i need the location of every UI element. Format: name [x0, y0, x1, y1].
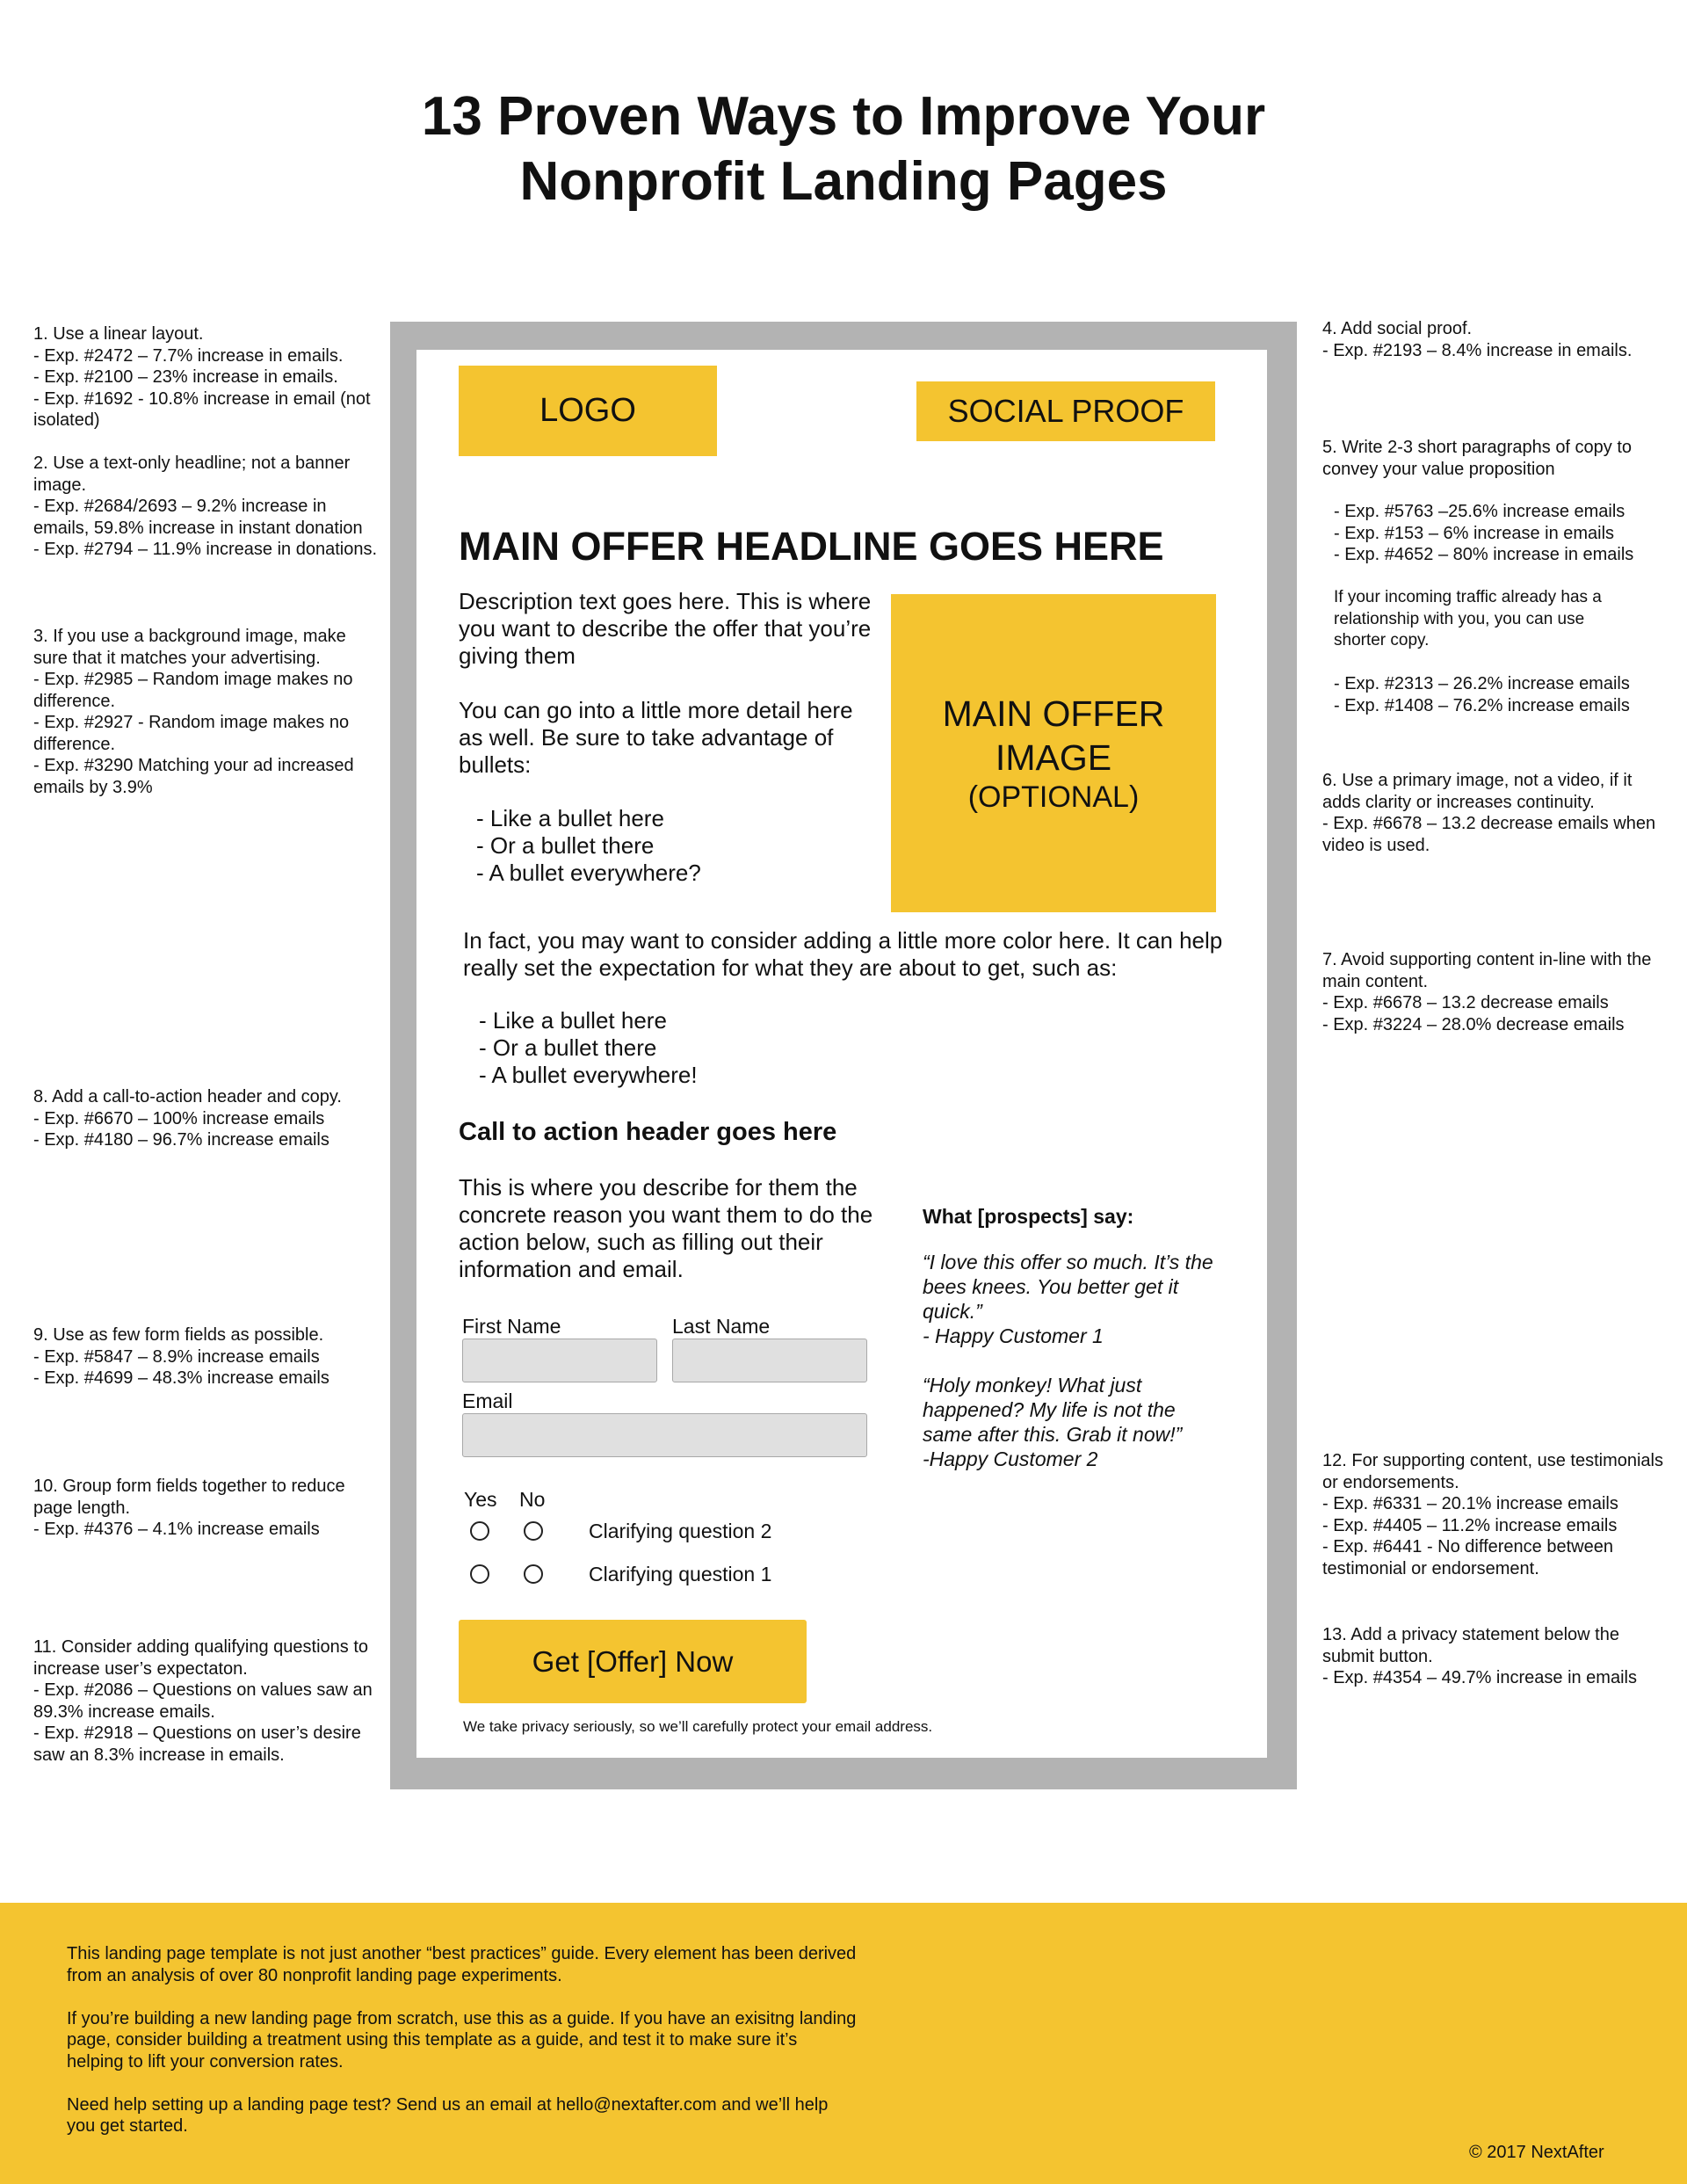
note-5-experiments	[1334, 501, 1668, 566]
note-3	[33, 626, 385, 798]
cta-copy	[459, 1174, 898, 1283]
yes-label: Yes	[464, 1488, 497, 1511]
note-line: - Exp. #2313 – 26.2% increase emails	[1334, 674, 1630, 693]
note-line: 6. Use a primary image, not a video, if it adds clarity or increases continuity.	[1322, 771, 1633, 812]
note-line: - Exp. #4405 – 11.2% increase emails	[1322, 1515, 1618, 1535]
social-proof-placeholder	[916, 381, 1215, 441]
email-label: Email	[462, 1389, 513, 1412]
description-paragraph-3	[463, 927, 1236, 982]
email-field[interactable]	[462, 1413, 867, 1457]
list-item: - Like a bullet here	[479, 1007, 667, 1034]
question-1-no-radio[interactable]	[524, 1564, 543, 1584]
testimonials	[923, 1204, 1221, 1471]
question-1-yes-radio[interactable]	[470, 1564, 489, 1584]
note-9	[33, 1324, 385, 1389]
note-line: - Exp. #153 – 6% increase in emails	[1334, 523, 1615, 543]
last-name-field[interactable]	[672, 1339, 867, 1382]
note-13	[1322, 1624, 1669, 1689]
last-name-label: Last Name	[672, 1315, 771, 1338]
note-line: 1. Use a linear layout.	[33, 324, 204, 344]
get-offer-button-label: Get [Offer] Now	[532, 1644, 734, 1678]
note-5-relationship	[1334, 587, 1633, 652]
privacy-statement: We take privacy seriously, so we’ll carefully protect your email address.	[463, 1718, 933, 1735]
description-text: In fact, you may want to consider adding a little more color here. It can help really set the expectation for what they are about to get, such as:	[463, 927, 1223, 981]
note-line: 4. Add social proof.	[1322, 319, 1473, 338]
image-label-line-2: IMAGE	[995, 737, 1112, 778]
description-text: Description text goes here. This is where you want to describe the offer that you’re giving them	[459, 588, 872, 669]
page-title-line-2: Nonprofit Landing Pages	[519, 151, 1168, 212]
image-label-line-1: MAIN OFFER	[942, 693, 1165, 734]
no-label: No	[519, 1488, 546, 1511]
note-line: - Exp. #4652 – 80% increase in emails	[1334, 545, 1634, 564]
note-line: - Exp. #4180 – 96.7% increase emails	[33, 1130, 329, 1150]
note-line: - Exp. #4376 – 4.1% increase emails	[33, 1520, 320, 1539]
note-1	[33, 323, 385, 432]
clarifying-question-label: Clarifying question 2	[589, 1520, 772, 1542]
note-line: - Exp. #2086 – Questions on values saw an 89.3% increase emails.	[33, 1680, 373, 1722]
list-item: - A bullet everywhere?	[476, 860, 701, 886]
testimonial-quote: “Holy monkey! What just happened? My life is not the same after this. Grab it now!”	[923, 1374, 1183, 1446]
note-6	[1322, 770, 1669, 856]
list-item: - Or a bullet there	[476, 832, 655, 859]
note-2	[33, 453, 385, 561]
note-line: - Exp. #6670 – 100% increase emails	[33, 1108, 325, 1128]
main-offer-image-placeholder	[891, 594, 1216, 912]
note-line: 13. Add a privacy statement below the submit button.	[1322, 1625, 1619, 1666]
copyright: © 2017 NextAfter	[1469, 2143, 1604, 2162]
note-4	[1322, 318, 1669, 361]
note-11	[33, 1636, 385, 1766]
note-line: - Exp. #1408 – 76.2% increase emails	[1334, 695, 1630, 715]
note-line: - Exp. #6678 – 13.2 decrease emails when video is used.	[1322, 814, 1656, 855]
note-line: 2. Use a text-only headline; not a banner image.	[33, 453, 351, 495]
note-line: 10. Group form fields together to reduce page length.	[33, 1477, 345, 1518]
page-title	[0, 84, 1687, 214]
get-offer-button[interactable]	[459, 1620, 807, 1703]
question-2-no-radio[interactable]	[524, 1521, 543, 1541]
note-line: - Exp. #3224 – 28.0% decrease emails	[1322, 1014, 1625, 1034]
first-name-field[interactable]	[462, 1339, 657, 1382]
note-line: - Exp. #2927 - Random image makes no difference.	[33, 713, 350, 754]
footer-text	[67, 1943, 858, 2137]
note-line: 12. For supporting content, use testimonials or endorsements.	[1322, 1451, 1663, 1492]
main-headline: MAIN OFFER HEADLINE GOES HERE	[459, 524, 1164, 569]
footer-paragraph: This landing page template is not just another “best practices” guide. Every element has been derived from an analysis of over 80 nonprofit landing page experiments.	[67, 1944, 857, 1985]
note-line: - Exp. #2684/2693 – 9.2% increase in emails, 59.8% increase in instant donation	[33, 497, 363, 538]
note-line: - Exp. #2985 – Random image makes no difference.	[33, 670, 353, 711]
note-line: - Exp. #2918 – Questions on user’s desire saw an 8.3% increase in emails.	[33, 1723, 361, 1765]
list-item: - Like a bullet here	[476, 805, 664, 831]
testimonial-author: -Happy Customer 2	[923, 1448, 1098, 1470]
note-line: - Exp. #4699 – 48.3% increase emails	[33, 1368, 329, 1388]
note-line: - Exp. #4354 – 49.7% increase in emails	[1322, 1668, 1637, 1687]
note-10	[33, 1476, 385, 1541]
first-name-label: First Name	[462, 1315, 561, 1338]
list-item: - A bullet everywhere!	[479, 1062, 698, 1088]
note-line: 9. Use as few form fields as possible.	[33, 1325, 324, 1345]
social-proof-label: SOCIAL PROOF	[947, 393, 1184, 429]
testimonial-quote: “I love this offer so much. It’s the bees knees. You better get it quick.”	[923, 1251, 1213, 1323]
logo-label: LOGO	[539, 392, 636, 429]
clarifying-question-label: Clarifying question 1	[589, 1563, 772, 1585]
note-12	[1322, 1450, 1669, 1579]
note-line: 7. Avoid supporting content in-line with the main content.	[1322, 950, 1652, 991]
bullet-list-2	[479, 1007, 883, 1089]
note-line: - Exp. #3290 Matching your ad increased emails by 3.9%	[33, 756, 354, 797]
cta-header: Call to action header goes here	[459, 1118, 837, 1146]
description-text: You can go into a little more detail here as well. Be sure to take advantage of bullets:	[459, 697, 853, 778]
note-line: 8. Add a call-to-action header and copy.	[33, 1087, 342, 1107]
note-line: 3. If you use a background image, make sure that it matches your advertising.	[33, 627, 346, 668]
testimonial-author: - Happy Customer 1	[923, 1324, 1104, 1347]
note-line: - Exp. #2193 – 8.4% increase in emails.	[1322, 340, 1633, 360]
page-title-line-1: 13 Proven Ways to Improve Your	[421, 86, 1266, 147]
note-line: - Exp. #5763 –25.6% increase emails	[1334, 502, 1625, 521]
logo-placeholder	[459, 366, 717, 456]
testimonials-header: What [prospects] say:	[923, 1205, 1134, 1228]
description-paragraph-1	[459, 588, 880, 670]
footer-paragraph: Need help setting up a landing page test? Send us an email at hello@nextafter.com and we’ll help you get started.	[67, 2094, 829, 2136]
cta-copy-text: This is where you describe for them the concrete reason you want them to do the action below, such as filling out their information and email.	[459, 1174, 873, 1282]
note-line: 11. Consider adding qualifying questions to increase user’s expectaton.	[33, 1637, 368, 1679]
note-line: - Exp. #1692 - 10.8% increase in email (not isolated)	[33, 388, 371, 430]
description-paragraph-2	[459, 697, 880, 779]
note-line: - Exp. #2472 – 7.7% increase in emails.	[33, 345, 344, 366]
note-line: If your incoming traffic already has a relationship with you, you can use shorter copy.	[1334, 588, 1602, 649]
note-line: - Exp. #5847 – 8.9% increase emails	[33, 1346, 320, 1367]
list-item: - Or a bullet there	[479, 1034, 657, 1061]
question-2-yes-radio[interactable]	[470, 1521, 489, 1541]
note-8	[33, 1086, 385, 1151]
note-7	[1322, 949, 1669, 1035]
note-5	[1322, 437, 1669, 480]
note-line: - Exp. #6441 - No difference between testimonial or endorsement.	[1322, 1537, 1613, 1578]
footer-paragraph: If you’re building a new landing page from scratch, use this as a guide. If you have an exisitng landing page, consider building a treatment using this template as a guide, and test it to make sure it’s helping to lift your conversion rates.	[67, 2008, 857, 2072]
note-line: - Exp. #6678 – 13.2 decrease emails	[1322, 993, 1609, 1012]
bullet-list-1	[476, 805, 880, 887]
image-label-line-3: (OPTIONAL)	[967, 780, 1140, 814]
note-line: - Exp. #6331 – 20.1% increase emails	[1322, 1494, 1618, 1513]
note-line: 5. Write 2-3 short paragraphs of copy to convey your value proposition	[1322, 438, 1633, 479]
note-line: - Exp. #2794 – 11.9% increase in donations.	[33, 540, 377, 559]
note-5-experiments-2	[1334, 673, 1668, 716]
note-line: - Exp. #2100 – 23% increase in emails.	[33, 367, 338, 387]
